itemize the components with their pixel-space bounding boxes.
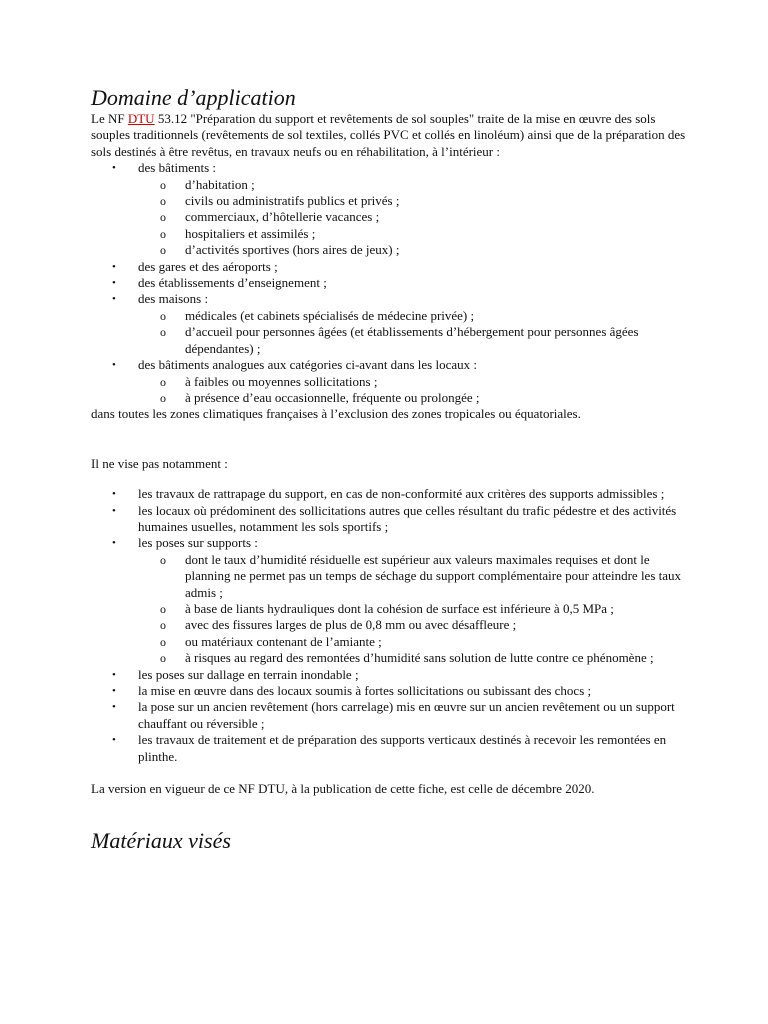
sub-list-item: o à faibles ou moyennes sollicitations ; (91, 374, 691, 390)
list-item-text: des bâtiments analogues aux catégories ci-avant dans les locaux : (138, 357, 477, 373)
list-item (91, 732, 691, 765)
sub-list (138, 308, 691, 357)
list-item-text: la pose sur un ancien revêtement (hors carrelage) mis en œuvre sur un ancien revêtement ou un support chauffant ou réversible ; (138, 699, 675, 731)
sub-list-item: o à présence d’eau occasionnelle, fréquente ou prolongée ; (91, 390, 691, 406)
list-item (91, 699, 691, 732)
list-item-text: les poses sur dallage en terrain inondable ; (138, 666, 359, 682)
list-item (91, 683, 691, 699)
list-item (91, 357, 691, 406)
sub-list-item: o médicales (et cabinets spécialisés de médecine privée) ; (91, 308, 691, 324)
list-item-text: les travaux de traitement et de préparation des supports verticaux destinés à recevoir les remontées en plinthe. (138, 732, 667, 764)
list-item (91, 291, 691, 357)
list-item-text: la mise en œuvre dans des locaux soumis à fortes sollicitations ou subissant des chocs ; (138, 683, 592, 698)
document-body (91, 85, 691, 854)
sub-list-item: o civils ou administratifs publics et privés ; (91, 193, 691, 209)
list-item (91, 275, 691, 291)
closing-paragraph: dans toutes les zones climatiques françaises à l’exclusion des zones tropicales ou équatoriales. (91, 406, 581, 422)
sub-list-item: o hospitaliers et assimilés ; (91, 226, 691, 242)
sub-list-item: o d’activités sportives (hors aires de jeux) ; (91, 242, 691, 258)
sub-list-item: o d’habitation ; (91, 177, 691, 193)
dtu-link[interactable]: DTU (127, 111, 155, 126)
list-item-text: des bâtiments : (138, 160, 216, 176)
list-item (91, 503, 691, 536)
list-item-text: les travaux de rattrapage du support, en cas de non-conformité aux critères des supports admissibles ; (138, 486, 665, 502)
list-item (91, 667, 691, 683)
intro-suffix: 53.12 "Préparation du support et revêtements de sol souples" traite de la mise en œuvre des sols souples traditionnels (revêtements de sol textiles, collés PVC et collés en linoléum) ainsi que de la préparation des sols destinés à être revêtus, en travaux neufs ou en réhabilitation, à l’intérieur : (91, 111, 686, 159)
list-item-text: des établissements d’enseignement ; (138, 275, 327, 291)
section-heading-domaine: Domaine d’application (91, 85, 296, 110)
section-heading-materiaux: Matériaux visés (91, 828, 231, 854)
list-item-text: les locaux où prédominent des sollicitations autres que celles résultant du trafic pédestre et des activités humaines usuelles, notamment les sols sportifs ; (138, 502, 677, 534)
list-item-text: les poses sur supports : (138, 535, 258, 551)
sub-list-item: o à base de liants hydrauliques dont la cohésion de surface est inférieure à 0,5 MPa ; (91, 601, 691, 617)
sub-list-item: o commerciaux, d’hôtellerie vacances ; (91, 209, 691, 225)
scope-list (91, 160, 691, 406)
sub-list-item: o ou matériaux contenant de l’amiante ; (91, 634, 691, 650)
sub-list-item: o à risques au regard des remontées d’humidité sans solution de lutte contre ce phénomène ; (91, 650, 691, 666)
version-note: La version en vigueur de ce NF DTU, à la publication de cette fiche, est celle de décembre 2020. (91, 781, 595, 797)
list-item (91, 486, 691, 502)
intro-prefix: Le NF (91, 111, 128, 126)
sub-list-item: o dont le taux d’humidité résiduelle est supérieur aux valeurs maximales requises et dont le planning ne permet pas un temps de séchage du support complémentaire pour atteindre les taux admis ; (91, 552, 691, 601)
list-item-text: des maisons : (138, 291, 209, 307)
list-item-text: des gares et des aéroports ; (138, 258, 278, 274)
sub-list (138, 552, 691, 667)
sub-list-item: o avec des fissures larges de plus de 0,8 mm ou avec désaffleure ; (91, 617, 691, 633)
sub-list (138, 374, 691, 407)
sub-list (138, 177, 691, 259)
list-item (91, 259, 691, 275)
list-item (91, 535, 691, 666)
list-item (91, 160, 691, 258)
sub-list-item: o d’accueil pour personnes âgées (et établissements d’hébergement pour personnes âgées dépendantes) ; (91, 324, 691, 357)
exclusions-list (91, 486, 691, 765)
intro-paragraph (91, 111, 691, 160)
exclusions-intro: Il ne vise pas notamment : (91, 455, 228, 471)
